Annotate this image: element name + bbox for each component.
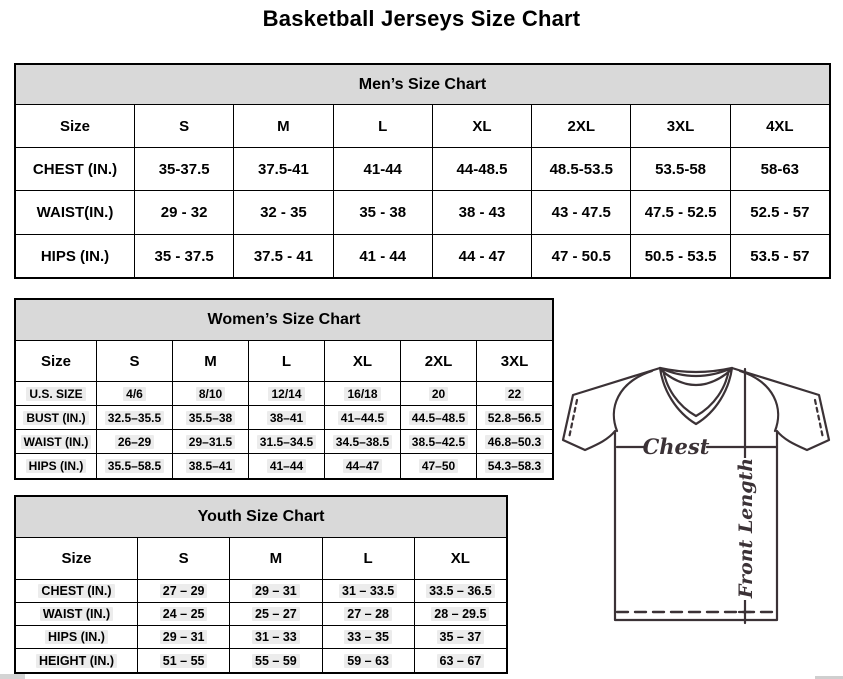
men-column-header-S: S	[134, 104, 233, 147]
men-table-cell: 32 - 35	[233, 190, 332, 234]
youth-table-cell	[229, 579, 321, 602]
women-table-cell-text: 52.8–56.5	[485, 411, 544, 425]
women-row-label	[16, 381, 96, 405]
mens-size-table	[14, 63, 831, 279]
youth-row-label	[16, 648, 137, 672]
youth-row-label	[16, 602, 137, 625]
men-table-cell: 35 - 38	[333, 190, 432, 234]
women-table-cell-text: 41–44	[267, 459, 306, 473]
men-table-cell: 53.5-58	[630, 147, 729, 190]
women-table-cell-text: 38–41	[267, 411, 306, 425]
women-table-cell	[476, 405, 552, 429]
youth-table-cell-text: 27 – 28	[344, 607, 392, 621]
men-table-cell: 41 - 44	[333, 234, 432, 277]
men-column-header-L: L	[333, 104, 432, 147]
women-column-header-3XL: 3XL	[476, 340, 552, 381]
women-table-cell-text: 38.5–42.5	[409, 435, 468, 449]
youth-row-label-text: HIPS (IN.)	[45, 630, 108, 644]
youth-size-corner-header: Size	[16, 537, 137, 579]
youth-table-cell	[322, 579, 414, 602]
women-table-cell	[96, 405, 172, 429]
men-column-header-M: M	[233, 104, 332, 147]
youth-column-header-L: L	[322, 537, 414, 579]
youth-table-cell-text: 29 – 31	[160, 630, 208, 644]
women-table-cell	[400, 453, 476, 478]
women-table-cell-text: 12/14	[268, 387, 304, 401]
youth-table-cell-text: 59 – 63	[344, 654, 392, 668]
women-table-cell-text: 46.8–50.3	[485, 435, 544, 449]
women-column-header-L: L	[248, 340, 324, 381]
women-table-cell	[400, 381, 476, 405]
jersey-outline	[563, 368, 829, 620]
youth-row-label	[16, 579, 137, 602]
youth-table-cell	[229, 648, 321, 672]
men-column-header-XL: XL	[432, 104, 531, 147]
women-table-cell-text: 29–31.5	[186, 435, 235, 449]
women-table-cell-text: 32.5–35.5	[105, 411, 164, 425]
youth-column-header-S: S	[137, 537, 229, 579]
youth-table-cell-text: 29 – 31	[252, 584, 300, 598]
women-table-cell	[324, 429, 400, 453]
youth-table-cell	[414, 579, 506, 602]
youth-row-label	[16, 625, 137, 648]
men-table-cell: 47 - 50.5	[531, 234, 630, 277]
women-table-cell	[248, 405, 324, 429]
men-table-title: Men’s Size Chart	[16, 65, 829, 104]
women-table-cell-text: 34.5–38.5	[333, 435, 392, 449]
men-table-cell: 50.5 - 53.5	[630, 234, 729, 277]
youth-table-cell-text: 35 – 37	[437, 630, 485, 644]
youth-row-label-text: HEIGHT (IN.)	[36, 654, 117, 668]
youth-size-table	[14, 495, 508, 674]
youth-table-cell-text: 55 – 59	[252, 654, 300, 668]
women-table-cell	[476, 429, 552, 453]
men-table-cell: 53.5 - 57	[730, 234, 829, 277]
youth-table-cell-text: 24 – 25	[160, 607, 208, 621]
youth-row-label-text: WAIST (IN.)	[40, 607, 113, 621]
women-table-cell	[324, 405, 400, 429]
men-row-label: CHEST (IN.)	[16, 147, 134, 190]
men-table-cell: 58-63	[730, 147, 829, 190]
men-table-cell: 43 - 47.5	[531, 190, 630, 234]
men-table-cell: 37.5 - 41	[233, 234, 332, 277]
women-table-cell-text: 44.5–48.5	[409, 411, 468, 425]
jersey-illustration	[556, 360, 838, 628]
men-column-header-3XL: 3XL	[630, 104, 729, 147]
women-table-cell-text: 35.5–38	[186, 411, 235, 425]
men-table-cell: 35 - 37.5	[134, 234, 233, 277]
women-table-cell-text: 20	[429, 387, 448, 401]
women-table-cell	[400, 405, 476, 429]
women-table-cell	[476, 381, 552, 405]
youth-table-cell-text: 31 – 33.5	[339, 584, 397, 598]
men-table-cell: 44 - 47	[432, 234, 531, 277]
womens-size-table	[14, 298, 554, 480]
youth-table-cell	[414, 648, 506, 672]
youth-table-cell-text: 31 – 33	[252, 630, 300, 644]
women-table-cell-text: 54.3–58.3	[485, 459, 544, 473]
women-table-cell-text: 44–47	[343, 459, 382, 473]
women-table-title: Women’s Size Chart	[16, 300, 552, 340]
women-column-header-XL: XL	[324, 340, 400, 381]
women-table-cell-text: 41–44.5	[338, 411, 387, 425]
women-table-cell	[248, 453, 324, 478]
youth-table-cell	[229, 602, 321, 625]
youth-table-cell-text: 63 – 67	[437, 654, 485, 668]
women-table-cell-text: 47–50	[419, 459, 458, 473]
youth-table-cell	[414, 625, 506, 648]
men-table-cell: 52.5 - 57	[730, 190, 829, 234]
women-table-cell	[172, 405, 248, 429]
youth-table-cell-text: 33 – 35	[344, 630, 392, 644]
youth-table-cell	[229, 625, 321, 648]
men-table-cell: 41-44	[333, 147, 432, 190]
youth-row-label-text: CHEST (IN.)	[38, 584, 114, 598]
women-table-cell-text: 8/10	[196, 387, 225, 401]
women-size-corner-header: Size	[16, 340, 96, 381]
women-column-header-M: M	[172, 340, 248, 381]
men-table-cell: 44-48.5	[432, 147, 531, 190]
women-table-cell-text: 22	[505, 387, 524, 401]
women-row-label	[16, 453, 96, 478]
women-table-cell-text: 38.5–41	[186, 459, 235, 473]
women-row-label	[16, 405, 96, 429]
women-column-header-S: S	[96, 340, 172, 381]
youth-column-header-XL: XL	[414, 537, 506, 579]
women-table-cell-text: 4/6	[123, 387, 146, 401]
youth-table-title: Youth Size Chart	[16, 497, 506, 537]
women-row-label-text: HIPS (IN.)	[26, 459, 87, 473]
men-size-corner-header: Size	[16, 104, 134, 147]
women-table-cell-text: 31.5–34.5	[257, 435, 316, 449]
men-table-cell: 38 - 43	[432, 190, 531, 234]
youth-table-cell	[322, 648, 414, 672]
women-table-cell	[172, 453, 248, 478]
youth-table-cell	[414, 602, 506, 625]
page-title: Basketball Jerseys Size Chart	[262, 6, 581, 31]
women-table-cell	[96, 429, 172, 453]
youth-table-cell-text: 28 – 29.5	[431, 607, 489, 621]
men-table-cell: 29 - 32	[134, 190, 233, 234]
women-table-cell	[476, 453, 552, 478]
women-table-cell	[324, 453, 400, 478]
youth-table-cell	[322, 625, 414, 648]
youth-table-cell-text: 27 – 29	[160, 584, 208, 598]
women-column-header-2XL: 2XL	[400, 340, 476, 381]
youth-column-header-M: M	[229, 537, 321, 579]
men-table-cell: 35-37.5	[134, 147, 233, 190]
women-table-cell	[324, 381, 400, 405]
women-table-cell-text: 26–29	[115, 435, 154, 449]
women-table-cell	[172, 381, 248, 405]
women-table-cell-text: 35.5–58.5	[105, 459, 164, 473]
men-table-cell: 47.5 - 52.5	[630, 190, 729, 234]
youth-table-cell	[137, 602, 229, 625]
horizontal-scrollbar-fragment-left[interactable]	[0, 674, 25, 679]
men-row-label: HIPS (IN.)	[16, 234, 134, 277]
women-row-label	[16, 429, 96, 453]
chest-label: Chest	[642, 434, 710, 459]
youth-table-cell	[137, 648, 229, 672]
women-table-cell	[96, 381, 172, 405]
youth-table-cell-text: 51 – 55	[160, 654, 208, 668]
men-table-cell: 37.5-41	[233, 147, 332, 190]
women-table-cell	[96, 453, 172, 478]
jersey-measurement-diagram	[556, 360, 838, 628]
women-table-cell	[248, 429, 324, 453]
women-table-cell	[172, 429, 248, 453]
women-table-cell	[400, 429, 476, 453]
front-length-label: Front Length	[735, 457, 757, 599]
men-column-header-2XL: 2XL	[531, 104, 630, 147]
youth-table-cell	[322, 602, 414, 625]
women-row-label-text: U.S. SIZE	[26, 387, 85, 401]
women-table-cell	[248, 381, 324, 405]
women-row-label-text: BUST (IN.)	[23, 411, 88, 425]
youth-table-cell-text: 25 – 27	[252, 607, 300, 621]
youth-table-cell	[137, 625, 229, 648]
women-row-label-text: WAIST (IN.)	[21, 435, 92, 449]
men-row-label: WAIST(IN.)	[16, 190, 134, 234]
women-table-cell-text: 16/18	[344, 387, 380, 401]
youth-table-cell-text: 33.5 – 36.5	[426, 584, 495, 598]
men-column-header-4XL: 4XL	[730, 104, 829, 147]
youth-table-cell	[137, 579, 229, 602]
men-table-cell: 48.5-53.5	[531, 147, 630, 190]
